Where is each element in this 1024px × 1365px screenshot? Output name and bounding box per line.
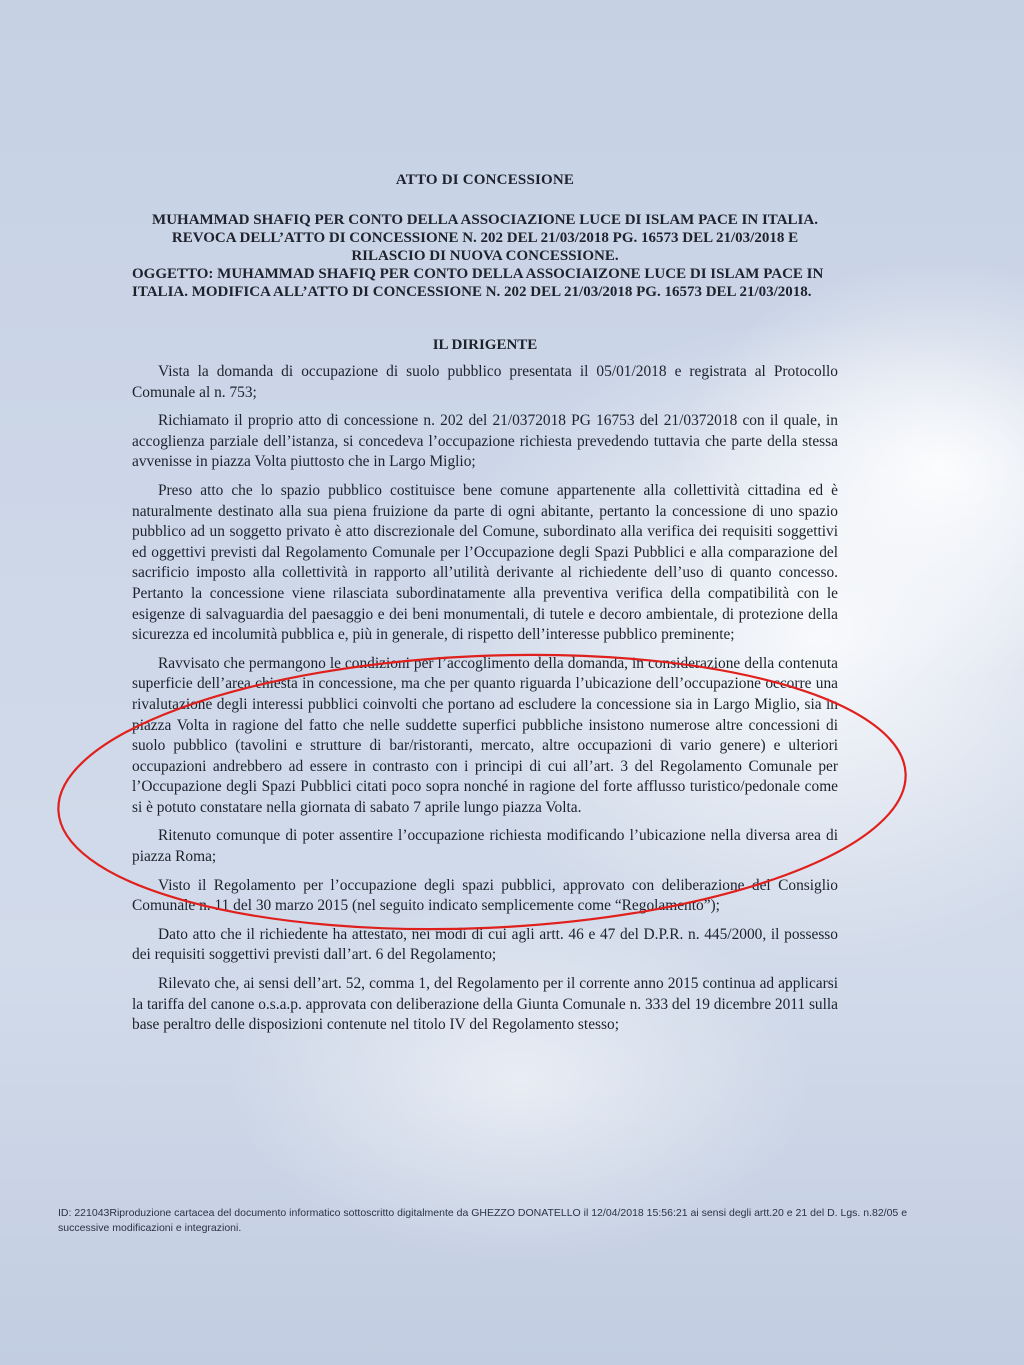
paragraph-vista-domanda: Vista la domanda di occupazione di suolo pubblico presentata il 05/01/2018 e registrata al Protocollo Comunale al n. 753; — [132, 363, 838, 401]
paragraph-ravvisato: Ravvisato che permangono le condizioni per l’accoglimento della domanda, in considerazione della contenuta superficie dell’area chiesta in concessione, ma che per quanto riguarda l’ubicazione dell’occupazione occorre una rivalutazione degli interessi pubblici coinvolti che portano ad escludere la concessione sia in Largo Miglio, sia in piazza Volta in ragione del fatto che nelle suddette superfici pubbliche insistono numerose altre concessioni di suolo pubblico (tavolini e strutture di bar/ristoranti, mercato, altre occupazioni di vario genere) e ulteriori occupazioni andrebbero ad essere in contrasto con i principi di cui all’art. 3 del Regolamento Comunale per l’Occupazione degli Spazi Pubblici citati poco sopra nonché in ragione del forte afflusso turistico/pedonale come si è potuto constatare nella giornata di sabato 7 aprile lungo piazza Volta. — [132, 654, 838, 816]
paragraph-dato-atto: Dato atto che il richiedente ha attestato, nei modi di cui agli artt. 46 e 47 del D.P.R. n. 445/2000, il possesso dei requisiti soggettivi previsti dall’art. 6 del Regolamento; — [132, 925, 838, 964]
document-oggetto: OGGETTO: MUHAMMAD SHAFIQ PER CONTO DELLA ASSOCIAIZONE LUCE DI ISLAM PACE IN ITALIA. MODIFICA ALL’ATTO DI CONCESSIONE N. 202 DEL 21/03/2018 PG. 16573 DEL 21/03/2018. — [132, 266, 824, 300]
digital-signature-footer: ID: 221043Riproduzione cartacea del documento informatico sottoscritto digitalmente da GHEZZO DONATELLO il 12/04/2018 15:56:21 ai sensi degli artt.20 e 21 del D. Lgs. n.82/05 e successive modificazioni e integrazioni. — [58, 1207, 908, 1234]
heading-block — [132, 211, 838, 301]
paragraph-rilevato: Rilevato che, ai sensi dell’art. 52, comma 1, del Regolamento per il corrente anno 2015 continua ad applicarsi la tariffa del canone o.s.a.p. approvata con deliberazione della Giunta Comunale n. 333 del 19 dicembre 2011 sulla base peraltro delle disposizioni contenute nel titolo IV del Regolamento stesso; — [132, 975, 839, 1034]
paragraph-ritenuto: Ritenuto comunque di poter assentire l’occupazione richiesta modificando l’ubicazione nella diversa area di piazza Roma; — [132, 827, 838, 866]
paragraph-richiamato: Richiamato il proprio atto di concessione n. 202 del 21/0372018 PG 16753 del 21/0372018 con il quale, in accoglienza parziale dell’istanza, si concedeva l’occupazione richiesta prevedendo tuttavia che parte della stessa avvenisse in piazza Volta piuttosto che in Largo Miglio; — [132, 412, 838, 471]
section-heading: IL DIRIGENTE — [432, 337, 538, 353]
paragraph-visto-regolamento: Visto il Regolamento per l’occupazione degli spazi pubblici, approvato con deliberazione del Consiglio Comunale n. 11 del 30 marzo 2015 (nel seguito indicato semplicemente come “Regolamento”); — [132, 876, 838, 915]
document-body — [132, 172, 838, 1044]
document-subject: MUHAMMAD SHAFIQ PER CONTO DELLA ASSOCIAZIONE LUCE DI ISLAM PACE IN ITALIA. REVOCA DELL’ATTO DI CONCESSIONE N. 202 DEL 21/03/2018 PG. 16573 DEL 21/03/2018 E RILASCIO DI NUOVA CONCESSIONE. — [152, 212, 818, 264]
paragraph-preso-atto: Preso atto che lo spazio pubblico costituisce bene comune appartenente alla collettività cittadina ed è naturalmente destinato alla sua piena fruizione da parte di ogni abitante, pertanto la concessione di uno spazio pubblico ad un soggetto privato è atto discrezionale del Comune, subordinato alla verifica dei requisiti soggettivi ed oggettivi previsti dal Regolamento Comunale per l’Occupazione degli Spazi Pubblici e alla comparazione del sacrificio imposto alla collettività in rapporto all’utilità derivante al richiedente dell’uso di quanto concesso. Pertanto la concessione viene rilasciata subordinatamente alla preventiva verifica della compatibilità con le esigenze di salvaguardia del paesaggio e dei beni monumentali, di tutele e decoro ambientale, di protezione della sicurezza ed incolumità pubblica e, più in generale, di rispetto dell’interesse pubblico preminente; — [132, 481, 838, 644]
document-title: ATTO DI CONCESSIONE — [395, 172, 575, 188]
